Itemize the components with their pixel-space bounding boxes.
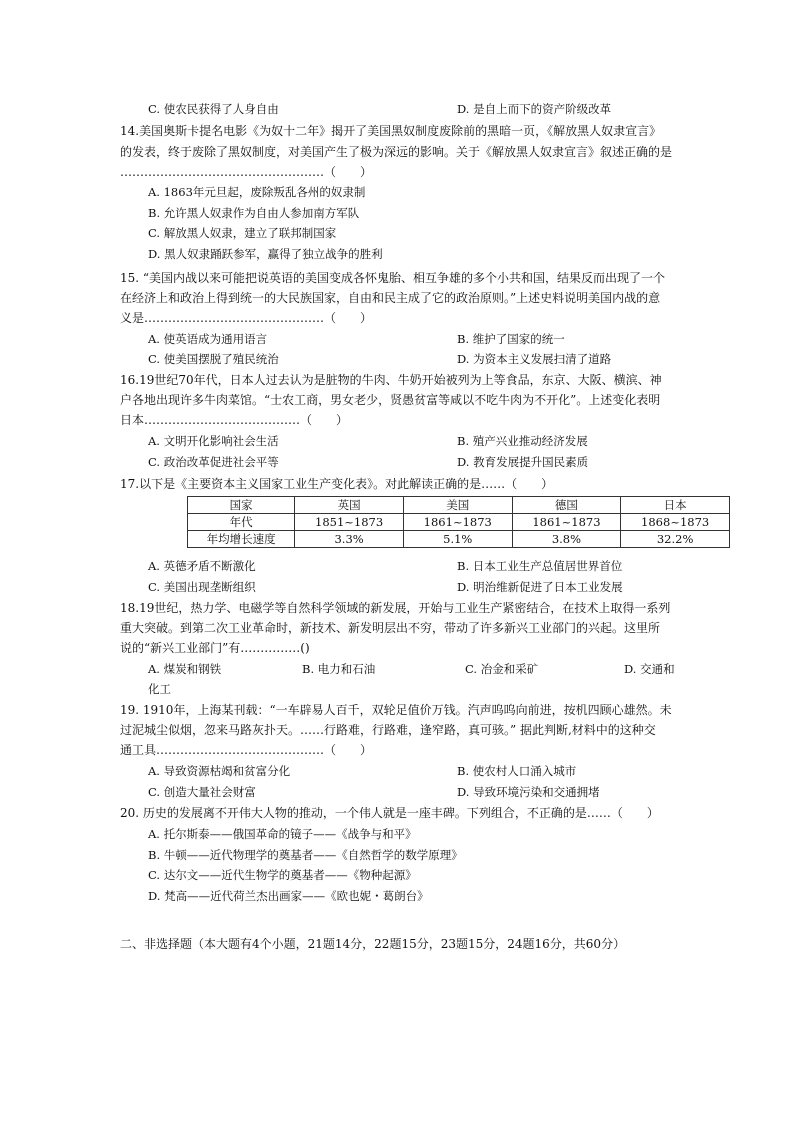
- table-header-cell: 英国: [295, 497, 404, 514]
- table-cell: 5.1%: [403, 531, 512, 548]
- q14-option-d: D. 黑人奴隶踊跃参军，赢得了独立战争的胜利: [148, 247, 383, 261]
- q20-option-d: D. 梵高——近代荷兰杰出画家——《欧也妮・葛朗台》: [148, 889, 429, 903]
- q18-stem-line2: 重大突破。到第二次工业革命时，新技术、新发明层出不穷，带动了许多新兴工业部门的兴起。这里所: [120, 621, 661, 635]
- q19-stem-line3: 通工具……………………………………（ ）: [120, 743, 373, 757]
- table-cell: 3.8%: [512, 531, 621, 548]
- q16-option-b: B. 殖产兴业推动经济发展: [457, 434, 588, 448]
- q18-option-b: B. 电力和石油: [302, 662, 376, 676]
- q14-option-c: C. 解放黑人奴隶，建立了联邦制国家: [148, 226, 337, 240]
- q16-option-d: D. 教育发展提升国民素质: [457, 455, 589, 469]
- q18-option-a: A. 煤炭和钢铁: [148, 662, 222, 676]
- q19-option-c: C. 创造大量社会财富: [148, 785, 256, 799]
- q18-option-c: C. 冶金和采矿: [465, 662, 539, 676]
- table-cell: 1861~1873: [403, 514, 512, 531]
- q17-option-a: A. 英德矛盾不断激化: [148, 559, 256, 573]
- q15-stem-line1: 15. “美国内战以来可能把说英语的美国变成各怀鬼胎、相互争雄的多个小共和国，结果反而出现了一个: [120, 271, 666, 285]
- q17-option-d: D. 明治维新促进了日本工业发展: [457, 580, 623, 594]
- table-header-cell: 德国: [512, 497, 621, 514]
- q15-option-d: D. 为资本主义发展扫清了道路: [457, 352, 612, 366]
- q18-stem-line1: 18.19世纪，热力学、电磁学等自然科学领域的新发展，开始与工业生产紧密结合，在技术上取得一系列: [120, 601, 671, 615]
- table-cell: 1868~1873: [621, 514, 730, 531]
- q15-option-a: A. 使英语成为通用语言: [148, 332, 268, 346]
- table-header-cell: 国家: [188, 497, 295, 514]
- q20-stem: 20. 历史的发展离不开伟大人物的推动，一个伟人就是一座丰碑。下列组合，不正确的是……（ ）: [120, 806, 659, 820]
- table-cell: 1861~1873: [512, 514, 621, 531]
- q15-option-c: C. 使美国摆脱了殖民统治: [148, 352, 279, 366]
- table-cell: 32.2%: [621, 531, 730, 548]
- industrial-production-table: [187, 496, 730, 548]
- q13-option-c: C. 使农民获得了人身自由: [148, 102, 279, 116]
- section-2-heading: 二、非选择题（本大题有4个小题，21题14分，22题15分，23题15分，24题16分，共60分）: [120, 937, 626, 951]
- q18-option-d: D. 交通和: [624, 662, 675, 676]
- q20-option-b: B. 牛顿——近代物理学的奠基者——《自然哲学的数学原理》: [148, 848, 463, 862]
- q15-option-b: B. 维护了国家的统一: [457, 332, 565, 346]
- q20-option-a: A. 托尔斯泰——俄国革命的镜子——《战争与和平》: [148, 827, 417, 841]
- table-header-cell: 美国: [403, 497, 512, 514]
- q16-stem-line1: 16.19世纪70年代，日本人过去认为是脏物的牛肉、牛奶开始被列为上等食品，东京、大阪、横滨、神: [120, 373, 662, 387]
- q13-option-d: D. 是自上而下的资产阶级改革: [457, 102, 612, 116]
- table-cell: 年均增长速度: [188, 531, 295, 548]
- q17-stem: 17.以下是《主要资本主义国家工业生产变化表》。对此解读正确的是……（ ）: [120, 477, 554, 491]
- table-header-cell: 日本: [621, 497, 730, 514]
- table-row: [188, 514, 730, 531]
- q19-stem-line1: 19. 1910年，上海某刊载：“一车辟易人百千，双轮足值价万钱。汽声呜呜向前进，按机四顾心雄然。未: [120, 703, 672, 717]
- q19-stem-line2: 过泥城尘似烟，忽来马路灰扑天。……行路难，行路难，逢窄路，真可骇。” 据此判断,材料中的这种交: [120, 723, 656, 737]
- q19-option-b: B. 使农村人口涌入城市: [457, 764, 577, 778]
- q16-option-a: A. 文明开化影响社会生活: [148, 434, 279, 448]
- q20-option-c: C. 达尔文——近代生物学的奠基者——《物种起源》: [148, 868, 417, 882]
- q18-stem-line3: 说的“新兴工业部门”有……………(): [120, 641, 310, 655]
- q16-stem-line3: 日本…………………………………（ ）: [120, 413, 349, 427]
- q14-stem-line1: 14.美国奥斯卡提名电影《为奴十二年》揭开了美国黑奴制度废除前的黑暗一页，《解放黑人奴隶宣言》: [120, 124, 662, 138]
- table-row: [188, 531, 730, 548]
- table-header-row: [188, 497, 730, 514]
- q15-stem-line3: 义是………………………………………（ ）: [120, 311, 373, 325]
- q17-option-b: B. 日本工业生产总值居世界首位: [457, 559, 623, 573]
- table-cell: 1851~1873: [295, 514, 404, 531]
- q19-option-a: A. 导致资源枯竭和贫富分化: [148, 764, 291, 778]
- table-cell: 3.3%: [295, 531, 404, 548]
- q18-option-d-continued: 化工: [148, 682, 171, 696]
- q15-stem-line2: 在经济上和政治上得到统一的大民族国家，自由和民主成了它的政治原则。”上述史料说明美国内战的意: [120, 291, 661, 305]
- table-cell: 年代: [188, 514, 295, 531]
- q19-option-d: D. 导致环境污染和交通拥堵: [457, 785, 600, 799]
- q14-stem-line3: ……………………………………………（ ）: [120, 165, 373, 179]
- q16-option-c: C. 政治改革促进社会平等: [148, 455, 279, 469]
- q16-stem-line2: 户各地出现许多牛肉菜馆。“士农工商，男女老少，贤愚贫富等咸以不吃牛肉为不开化”。上述变化表明: [120, 393, 661, 407]
- q14-option-a: A. 1863年元旦起，废除叛乱各州的奴隶制: [148, 185, 366, 199]
- q17-option-c: C. 美国出现垄断组织: [148, 580, 256, 594]
- q14-option-b: B. 允许黑人奴隶作为自由人参加南方军队: [148, 206, 360, 220]
- q14-stem-line2: 的发表，终于废除了黑奴制度，对美国产生了极为深远的影响。关于《解放黑人奴隶宣言》叙述正确的是: [120, 145, 673, 159]
